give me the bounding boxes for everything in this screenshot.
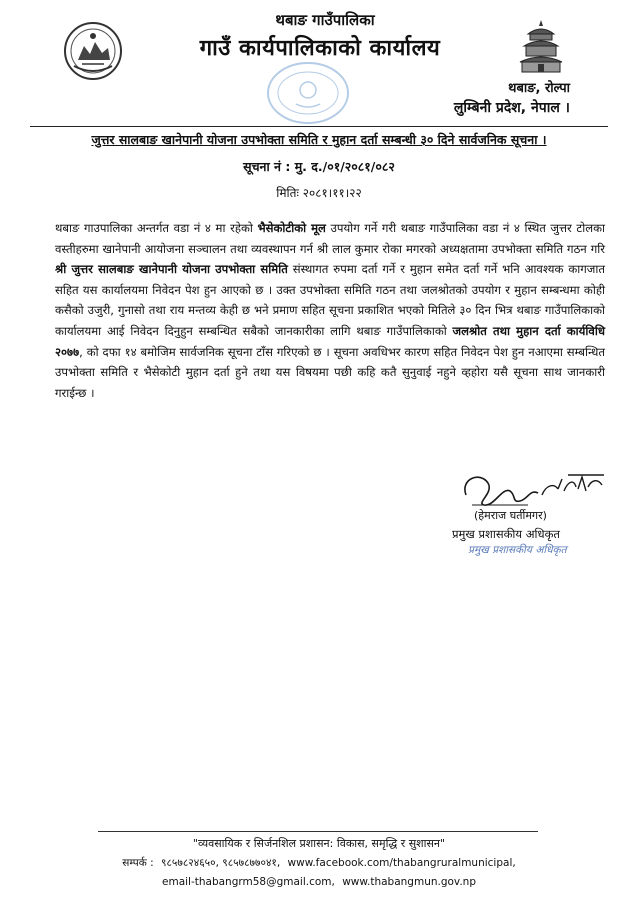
notice-reference-number: सूचना नं : मु. द./०१/२०८१/०८२ [243, 159, 395, 174]
address-line-1: थबाङ, रोल्पा [508, 81, 570, 96]
signatory-name: (हेमराज घर्तीमगर) [474, 509, 547, 522]
body-bold-committee: श्री जुत्तर सालबाङ खानेपानी योजना उपभोक्ता समिति [55, 262, 288, 277]
website-link[interactable]: www.thabangmun.gov.np [342, 876, 476, 888]
handwritten-signature [458, 465, 608, 513]
body-text-4: , को दफा १४ बमोजिम सार्वजनिक सूचना टाँस गरिएको छ । सूचना अवधिभर कारण सहित निवेदन पेश हुन नआएमा सम्बन्धित उपभोक्ता समिति र भैसेकोटी मुहान दर्ता हुने तथा यस विषयमा पछी कहि कतै सुनुवाई नहुने व्हहोरा यसै सूचना साथ जानकारी गराईन्छ । [55, 344, 605, 400]
body-text-3: संस्थागत रुपमा दर्ता गर्ने र मुहान समेत दर्ता गर्ने भनि आवश्यक कागजात सहित यस कार्यालयमा निवेदन पेश हुन आएको छ । उक्त उपभोक्ता समिति गठन तथा जलश्रोतको उपयोग र मुहान सम्बन्धमा कोही कसैको उजुरी, गुनासो तथा राय मन्तव्य केही छ भने प्रमाण सहित सूचना प्रकाशित भएको मितिले ३० दिन भित्र थबाङ गाउँपालिकाको कार्यालयमा आई निवेदन दिनुहुन सम्बन्धित सबैको जानकारीका लागि थबाङ गाउँपालिकाको [55, 262, 605, 338]
address-line-2: लुम्बिनी प्रदेश, नेपाल । [453, 100, 570, 116]
footer-online [0, 876, 638, 888]
body-text-2: उपयोग गर्ने गरी थबाङ गाउँपालिका वडा नं ४ स्थित जुत्तर टोलका वस्तीहरुमा खानेपानी आयोजना सञ्चालन तथा व्यवस्थापन गर्न श्री लाल कुमार रोका मगरको अध्यक्षतामा उपभोक्ता समिति गठन गरि [55, 221, 606, 256]
signatory-post: प्रमुख प्रशासकीय अधिकृत [452, 527, 560, 541]
municipality-logo-icon [510, 16, 572, 78]
signatory-stamp: प्रमुख प्रशासकीय अधिकृत [468, 544, 567, 556]
facebook-link[interactable]: www.facebook.com/thabangruralmunicipal, [287, 857, 516, 869]
footer-contact [0, 856, 638, 870]
contact-phones: ९८५७८२४६५०, ९८५७८७७०४१, [160, 857, 281, 869]
notice-body [55, 218, 605, 403]
notice-title: जुत्तर सालबाङ खानेपानी योजना उपभोक्ता समिति र मुहान दर्ता सम्बन्धी ३० दिने सार्वजनिक सूचना । [30, 126, 608, 148]
body-text-1: थबाङ गाउपालिका अन्तर्गत वडा नं ४ मा रहेको [55, 221, 258, 235]
email-link[interactable]: email-thabangrm58@gmail.com, [162, 876, 335, 888]
nepal-emblem-icon [62, 20, 124, 82]
body-bold-source: भैसेकोटीको मूल [257, 221, 326, 235]
office-seal-stamp-icon [260, 58, 356, 128]
footer-divider [98, 831, 538, 832]
municipality-name: थबाङ गाउँपालिका [275, 11, 375, 29]
footer-motto: "व्यवसायिक र सिर्जनशिल प्रशासन: विकास, समृद्धि र सुशासन" [192, 837, 446, 850]
office-title: गाउँ कार्यपालिकाको कार्यालय [199, 36, 441, 61]
notice-date: मितिः २०८१।११।२२ [276, 186, 362, 200]
contact-label: सम्पर्क : [122, 857, 154, 869]
body-bold-procedure: जलश्रोत तथा मुहान दर्ता कार्यविधि २०७७ [55, 323, 605, 359]
